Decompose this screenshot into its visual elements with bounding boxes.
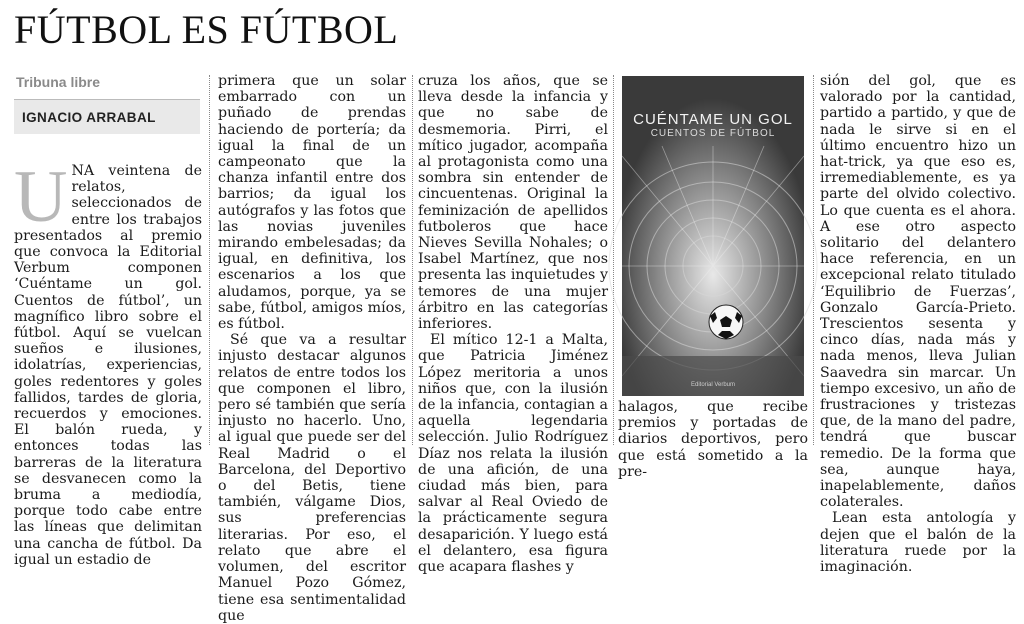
column-divider (813, 75, 814, 445)
column-3-paragraph-2: El mítico 12-1 a Malta, que Patricia Jiménez López meritoria a unos niños que, con la ilusión de la infancia, contagian a aquella legendaria selección. Julio Rodríguez Díaz nos relata la ilusión de una afición, de una ciudad más bien, para salvar al Real Oviedo de la prácticamente segura desaparición. Y luego está el delantero, esa figura que acapara flashes y (418, 332, 608, 576)
column-4 (618, 399, 808, 480)
column-2-paragraph-1: primera que un solar embarrado con un puñado de prendas haciendo de portería; da igual la final de un campeonato que la chanza infantil entre dos barrios; da igual los autógrafos y las fotos que las novias juveniles mirando embelesadas; da igual, en definitiva, los escenarios a los que aludamos, porque, ya se sabe, fútbol, amigos míos, es fútbol. (218, 73, 406, 333)
author-box (14, 99, 200, 134)
column-3-paragraph-1: cruza los años, que se lleva desde la infancia y que no sabe de desmemoria. Pirri, el mítico jugador, acompaña al protagonista como una sombra sin entender de cincuentenas. Original la feminización de apellidos futboleros que hace Nieves Sevilla Nohales; o Isabel Martínez, que nos presenta las inquietudes y temores de una mujer árbitro en las categorías inferiores. (418, 73, 608, 333)
book-cover-subtitle: CUENTOS DE FÚTBOL (650, 128, 776, 139)
column-5-paragraph-1: sión del gol, que es valorado por la cantidad, partido a partido, y que de nada le sirve si en el último encuentro hizo un hat-trick, ya que eso es, irremediablemente, es ya parte del olvido colectivo. Lo que cuenta es el ahora. A ese otro aspecto solitario del delantero hace referencia, en un excepcional relato titulado ‘Equilibrio de Fuerzas’, Gonzalo García-Prieto. Trescientos sesenta y cinco días, nada más y nada menos, lleva Julian Saavedra sin marcar. Un tiempo excesivo, un año de frustraciones y tristezas que, de la mano del padre, tendrá que buscar remedio. De la forma que sea, aunque haya, inapelablemente, daños colaterales. (820, 73, 1016, 511)
column-divider (613, 75, 614, 445)
column-5 (820, 73, 1016, 576)
column-1 (14, 156, 202, 568)
column-divider (209, 75, 210, 445)
column-3 (418, 73, 608, 576)
book-cover-title: CUÉNTAME UN GOL (633, 111, 793, 128)
section-kicker: Tribuna libre (16, 74, 101, 90)
column-1-paragraph: NA veintena de relatos, seleccionados de entre los trabajos presentados al premio que convoca la Editorial Verbum componen ‘Cuéntame un gol. Cuentos de fútbol’, un magnífico libro sobre el fútbol. Aquí se vuelcan sueños e ilusiones, idolatrías, experiencias, goles redentores y goles fallidos, tardes de gloria, recuerdos y emociones. El balón rueda, y entonces todas las barreras de la literatura se desvanecen como la bruma a mediodía, porque todo cabe entre las líneas que delimitan una cancha de fútbol. Da igual un estadio de (14, 163, 202, 568)
drop-cap: U (14, 156, 68, 238)
column-2-paragraph-2: Sé que va a resultar injusto destacar algunos relatos de entre todos los que componen el libro, pero sé también que sería injusto no hacerlo. Uno, al igual que puede ser del Real Madrid o el Barcelona, del Deportivo o del Betis, tiene también, válgame Dios, sus preferencias literarias. Por eso, el relato que abre el volumen, del escritor Manuel Pozo Gómez, tiene esa sentimentalidad que (218, 332, 406, 624)
column-4-paragraph: halagos, que recibe premios y portadas de diarios deportivos, pero que está sometido a la pre- (618, 399, 808, 480)
author-name: IGNACIO ARRABAL (22, 110, 156, 125)
column-2 (218, 73, 406, 624)
book-cover-publisher: Editorial Verbum (690, 382, 736, 388)
soccer-ball-icon (709, 305, 743, 339)
column-divider (412, 75, 413, 445)
column-5-paragraph-2: Lean esta antología y dejen que el balón de la literatura ruede por la imaginación. (820, 510, 1016, 576)
headline: FÚTBOL ES FÚTBOL (14, 7, 399, 52)
book-cover-image (622, 76, 804, 396)
